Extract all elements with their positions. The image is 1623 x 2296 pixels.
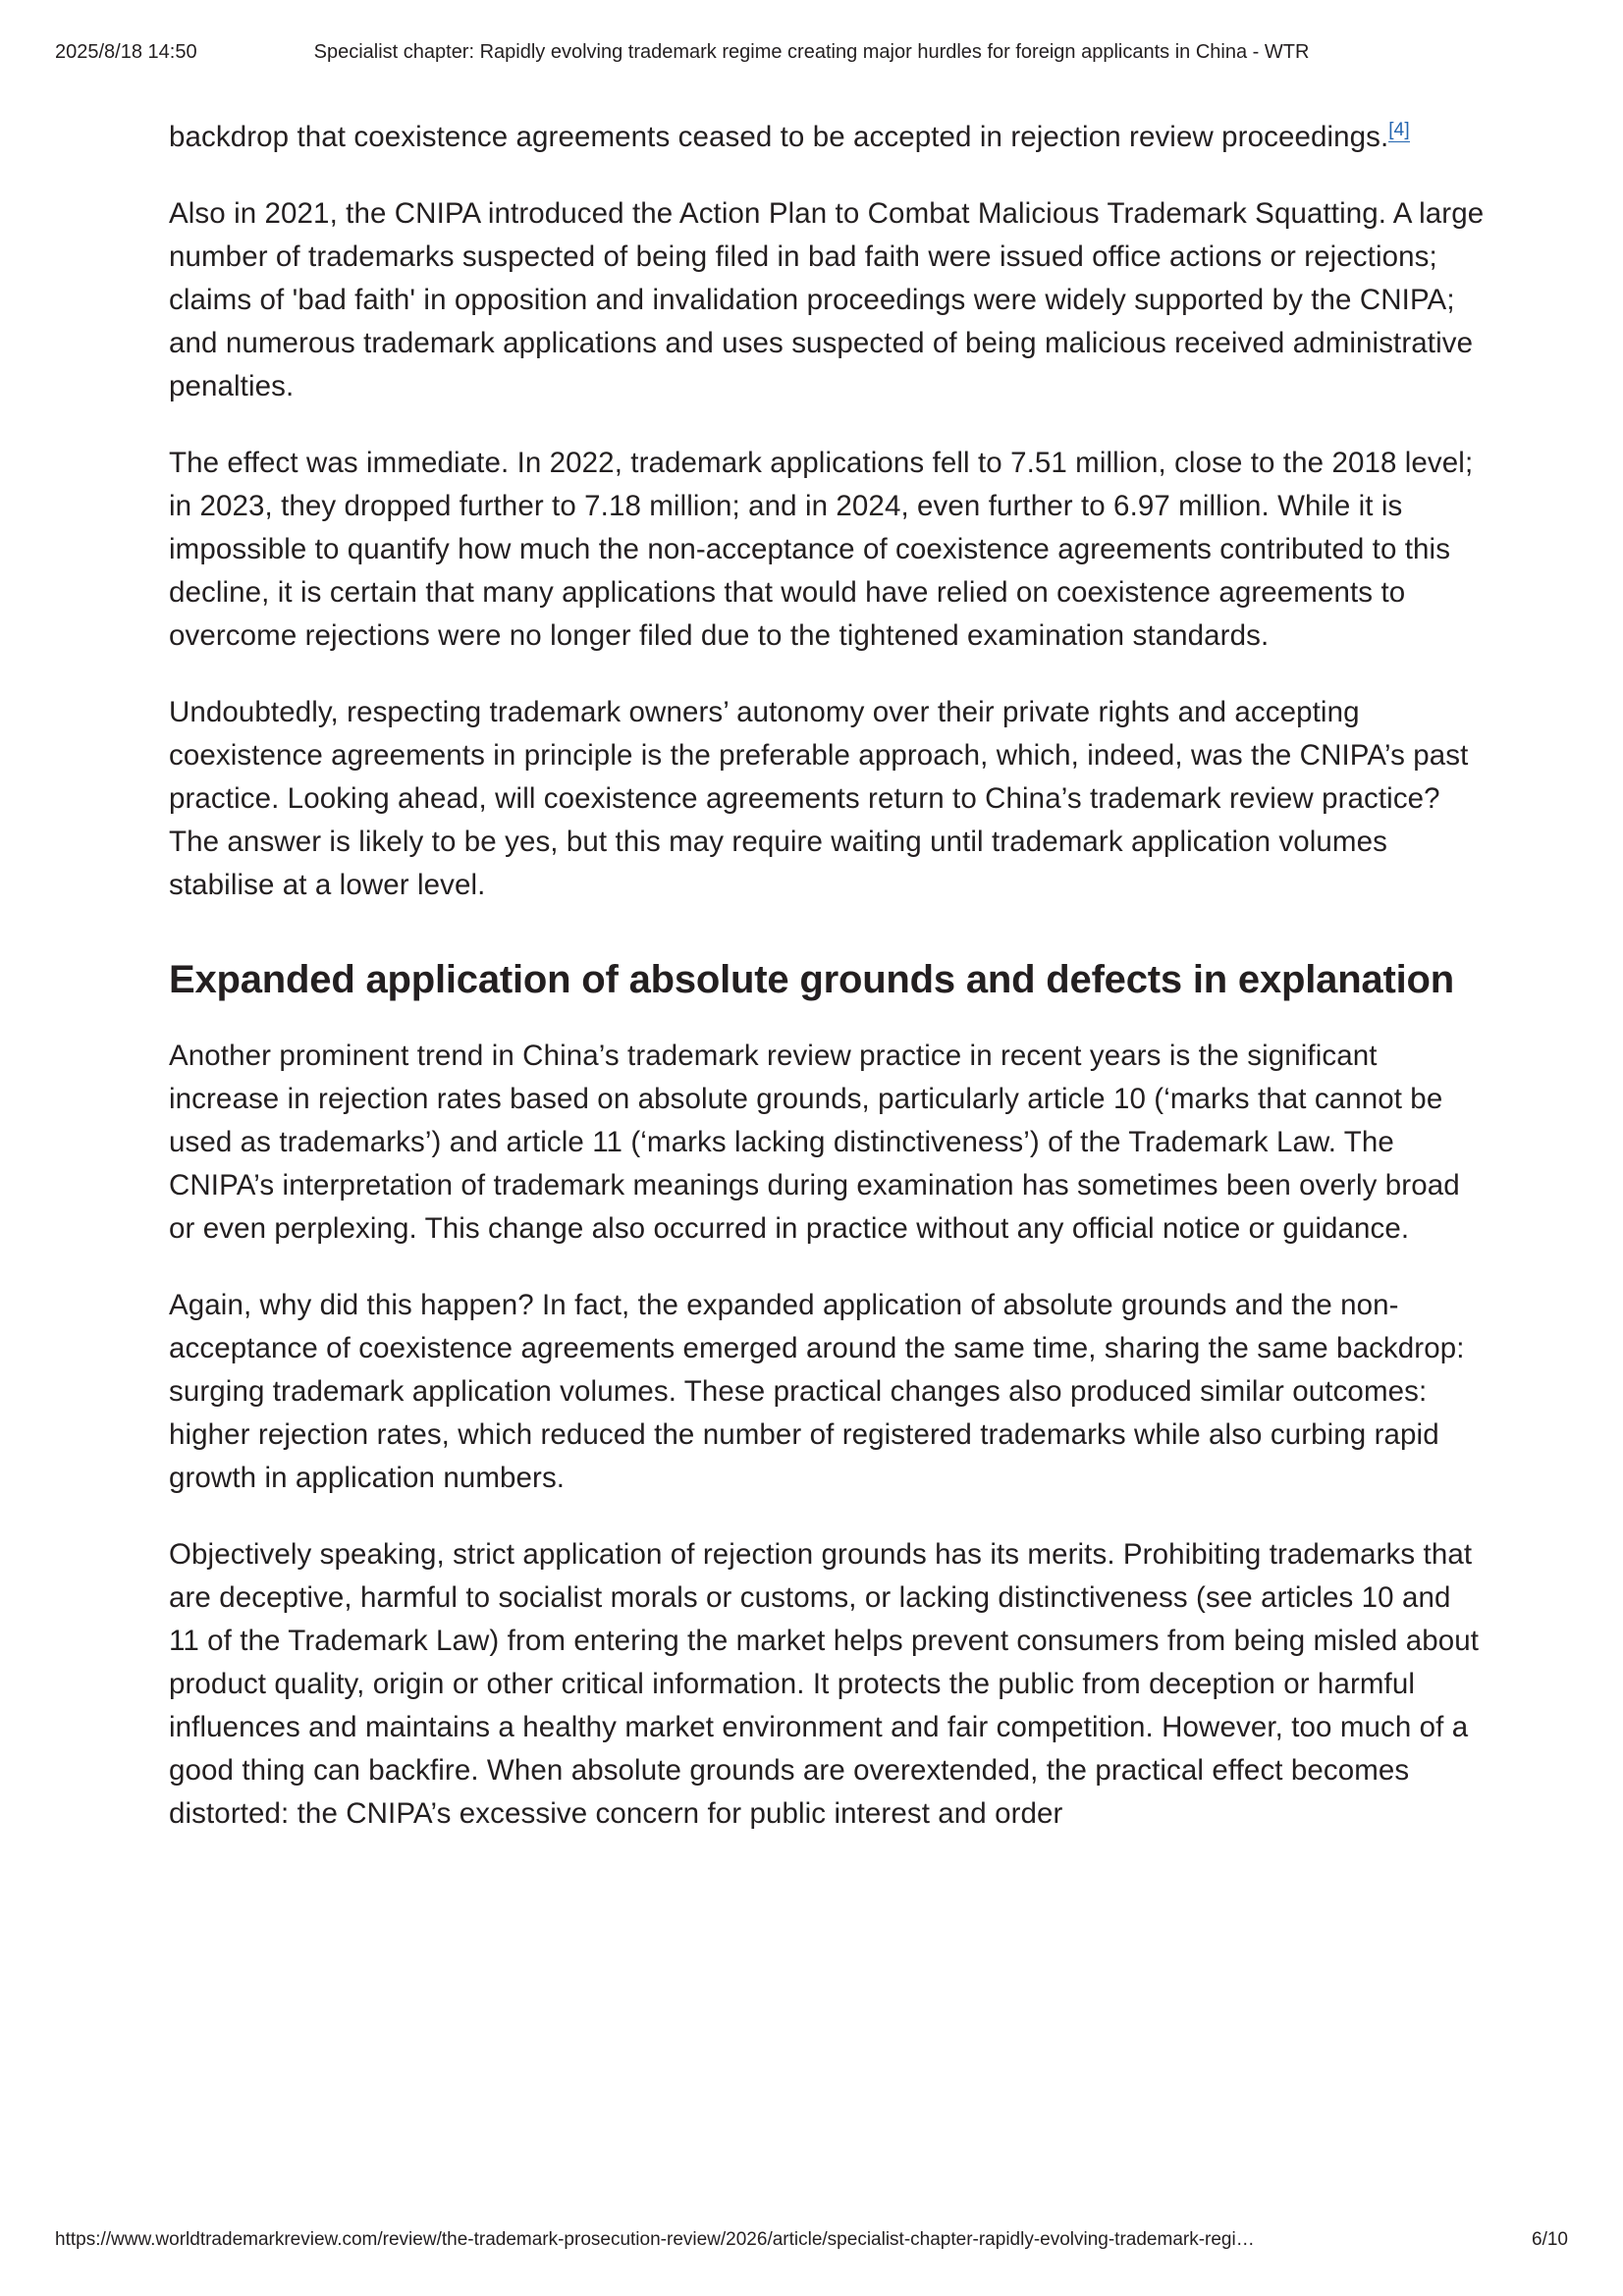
paragraph-text: backdrop that coexistence agreements ceased to be accepted in rejection review proceedings.	[169, 121, 1389, 153]
paragraph-why-it-happened: Again, why did this happen? In fact, the expanded application of absolute grounds and the non-acceptance of coexistence agreements emerged around the same time, sharing the same backdrop: surging trademark application volumes. These practical changes also produced similar outcomes: higher rejection rates, which reduced the number of registered trademarks while also curbing rapid growth in application numbers.	[169, 1289, 1465, 1494]
section-heading-absolute-grounds: Expanded application of absolute grounds and defects in explanation	[169, 958, 1454, 1001]
header-document-title: Specialist chapter: Rapidly evolving trademark regime creating major hurdles for foreign applicants in China - WTR	[313, 41, 1310, 63]
footer-source-url: https://www.worldtrademarkreview.com/review/the-trademark-prosecution-review/2026/article/specialist-chapter-rapidly-evolving-trademark-regi…	[55, 2229, 1255, 2250]
paragraph-rejection-rates-trend: Another prominent trend in China’s trademark review practice in recent years is the significant increase in rejection rates based on absolute grounds, particularly article 10 (‘marks that cannot be used as trademarks’) and article 11 (‘marks lacking distinctiveness’) of the Trademark Law. The CNIPA’s interpretation of trademark meanings during examination has sometimes been overly broad or even perplexing. This change also occurred in practice without any official notice or guidance.	[169, 1040, 1460, 1245]
paragraph-effect-statistics: The effect was immediate. In 2022, trademark applications fell to 7.51 million, close to the 2018 level; in 2023, they dropped further to 7.18 million; and in 2024, even further to 6.97 million. While it is impossible to quantify how much the non-acceptance of coexistence agreements contributed to this decline, it is certain that many applications that would have relied on coexistence agreements to overcome rejections were no longer filed due to the tightened examination standards.	[169, 447, 1474, 652]
document-body	[169, 116, 1485, 1869]
footer-page-number: 6/10	[1532, 2229, 1568, 2250]
paragraph-continuation	[169, 116, 1485, 159]
paragraph-action-plan: Also in 2021, the CNIPA introduced the Action Plan to Combat Malicious Trademark Squatting. A large number of trademarks suspected of being filed in bad faith were issued office actions or rejections; claims of 'bad faith' in opposition and invalidation proceedings were widely supported by the CNIPA; and numerous trademark applications and uses suspected of being malicious received administrative penalties.	[169, 197, 1485, 402]
header-print-date: 2025/8/18 14:50	[55, 41, 197, 63]
paragraph-autonomy-outlook: Undoubtedly, respecting trademark owners’ autonomy over their private rights and accepting coexistence agreements in principle is the preferable approach, which, indeed, was the CNIPA’s past practice. Looking ahead, will coexistence agreements return to China’s trademark review practice? The answer is likely to be yes, but this may require waiting until trademark application volumes stabilise at a lower level.	[169, 696, 1469, 901]
footnote-reference-link[interactable]: [4]	[1388, 120, 1410, 141]
page-footer	[0, 2229, 1623, 2253]
page-header	[0, 41, 1623, 67]
paragraph-merits-and-drawbacks: Objectively speaking, strict application of rejection grounds has its merits. Prohibiting trademarks that are deceptive, harmful to socialist morals or customs, or lacking distinctiveness (see articles 10 and 11 of the Trademark Law) from entering the market helps prevent consumers from being misled about product quality, origin or other critical information. It protects the public from deception or harmful influences and maintains a healthy market environment and fair competition. However, too much of a good thing can backfire. When absolute grounds are overextended, the practical effect becomes distorted: the CNIPA’s excessive concern for public interest and order	[169, 1538, 1480, 1830]
